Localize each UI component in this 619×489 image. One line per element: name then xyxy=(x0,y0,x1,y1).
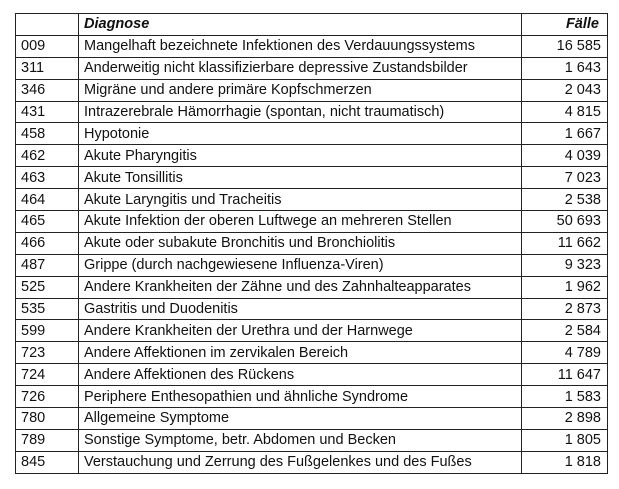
row-code: 487 xyxy=(16,254,79,276)
row-code: 535 xyxy=(16,298,79,320)
row-cases: 1 667 xyxy=(522,123,608,145)
row-code: 346 xyxy=(16,79,79,101)
row-cases: 2 043 xyxy=(522,79,608,101)
row-code: 465 xyxy=(16,211,79,233)
row-code: 789 xyxy=(16,429,79,451)
row-code: 845 xyxy=(16,451,79,473)
row-cases: 2 898 xyxy=(522,408,608,430)
table-row xyxy=(16,57,608,79)
table-row xyxy=(16,429,608,451)
table-row xyxy=(16,35,608,57)
row-cases: 50 693 xyxy=(522,211,608,233)
row-diagnosis: Periphere Enthesopathien und ähnliche Syndrome xyxy=(79,386,522,408)
row-cases: 4 815 xyxy=(522,101,608,123)
row-cases: 16 585 xyxy=(522,35,608,57)
table-row xyxy=(16,145,608,167)
table-row xyxy=(16,254,608,276)
row-code: 466 xyxy=(16,232,79,254)
row-cases: 1 583 xyxy=(522,386,608,408)
row-diagnosis: Andere Affektionen im zervikalen Bereich xyxy=(79,342,522,364)
table-row xyxy=(16,451,608,473)
row-diagnosis: Hypotonie xyxy=(79,123,522,145)
row-diagnosis: Allgemeine Symptome xyxy=(79,408,522,430)
row-code: 311 xyxy=(16,57,79,79)
row-cases: 4 789 xyxy=(522,342,608,364)
row-cases: 2 538 xyxy=(522,189,608,211)
table-row xyxy=(16,408,608,430)
row-code: 009 xyxy=(16,35,79,57)
row-diagnosis: Grippe (durch nachgewiesene Influenza-Viren) xyxy=(79,254,522,276)
row-code: 599 xyxy=(16,320,79,342)
row-code: 431 xyxy=(16,101,79,123)
row-diagnosis: Andere Krankheiten der Zähne und des Zahnhalteapparates xyxy=(79,276,522,298)
row-code: 726 xyxy=(16,386,79,408)
row-diagnosis: Akute Laryngitis und Tracheitis xyxy=(79,189,522,211)
row-cases: 7 023 xyxy=(522,167,608,189)
table-row xyxy=(16,211,608,233)
row-cases: 11 662 xyxy=(522,232,608,254)
row-code: 463 xyxy=(16,167,79,189)
table-row xyxy=(16,79,608,101)
table-row xyxy=(16,298,608,320)
row-diagnosis: Akute Pharyngitis xyxy=(79,145,522,167)
table-row xyxy=(16,167,608,189)
row-diagnosis: Intrazerebrale Hämorrhagie (spontan, nicht traumatisch) xyxy=(79,101,522,123)
row-diagnosis: Mangelhaft bezeichnete Infektionen des Verdauungssystems xyxy=(79,35,522,57)
row-cases: 1 962 xyxy=(522,276,608,298)
row-code: 525 xyxy=(16,276,79,298)
table-row xyxy=(16,276,608,298)
table-row xyxy=(16,342,608,364)
row-diagnosis: Akute oder subakute Bronchitis und Bronchiolitis xyxy=(79,232,522,254)
header-diagnosis: Diagnose xyxy=(79,14,522,36)
row-cases: 2 873 xyxy=(522,298,608,320)
header-code xyxy=(16,14,79,36)
header-cases: Fälle xyxy=(522,14,608,36)
row-diagnosis: Sonstige Symptome, betr. Abdomen und Becken xyxy=(79,429,522,451)
table-row xyxy=(16,364,608,386)
table-row xyxy=(16,123,608,145)
row-cases: 1 643 xyxy=(522,57,608,79)
row-code: 724 xyxy=(16,364,79,386)
row-code: 780 xyxy=(16,408,79,430)
row-code: 723 xyxy=(16,342,79,364)
table-row xyxy=(16,320,608,342)
row-code: 464 xyxy=(16,189,79,211)
row-cases: 2 584 xyxy=(522,320,608,342)
row-diagnosis: Anderweitig nicht klassifizierbare depressive Zustandsbilder xyxy=(79,57,522,79)
table-row xyxy=(16,101,608,123)
row-cases: 9 323 xyxy=(522,254,608,276)
row-diagnosis: Migräne und andere primäre Kopfschmerzen xyxy=(79,79,522,101)
row-diagnosis: Andere Krankheiten der Urethra und der Harnwege xyxy=(79,320,522,342)
table-body xyxy=(16,35,608,473)
row-cases: 11 647 xyxy=(522,364,608,386)
row-code: 458 xyxy=(16,123,79,145)
row-diagnosis: Akute Infektion der oberen Luftwege an mehreren Stellen xyxy=(79,211,522,233)
row-diagnosis: Andere Affektionen des Rückens xyxy=(79,364,522,386)
row-code: 462 xyxy=(16,145,79,167)
row-diagnosis: Gastritis und Duodenitis xyxy=(79,298,522,320)
row-cases: 1 805 xyxy=(522,429,608,451)
table-row xyxy=(16,189,608,211)
row-cases: 1 818 xyxy=(522,451,608,473)
row-cases: 4 039 xyxy=(522,145,608,167)
row-diagnosis: Verstauchung und Zerrung des Fußgelenkes und des Fußes xyxy=(79,451,522,473)
table-row xyxy=(16,232,608,254)
diagnosis-table xyxy=(15,13,608,474)
row-diagnosis: Akute Tonsillitis xyxy=(79,167,522,189)
header-row xyxy=(16,14,608,36)
table-row xyxy=(16,386,608,408)
